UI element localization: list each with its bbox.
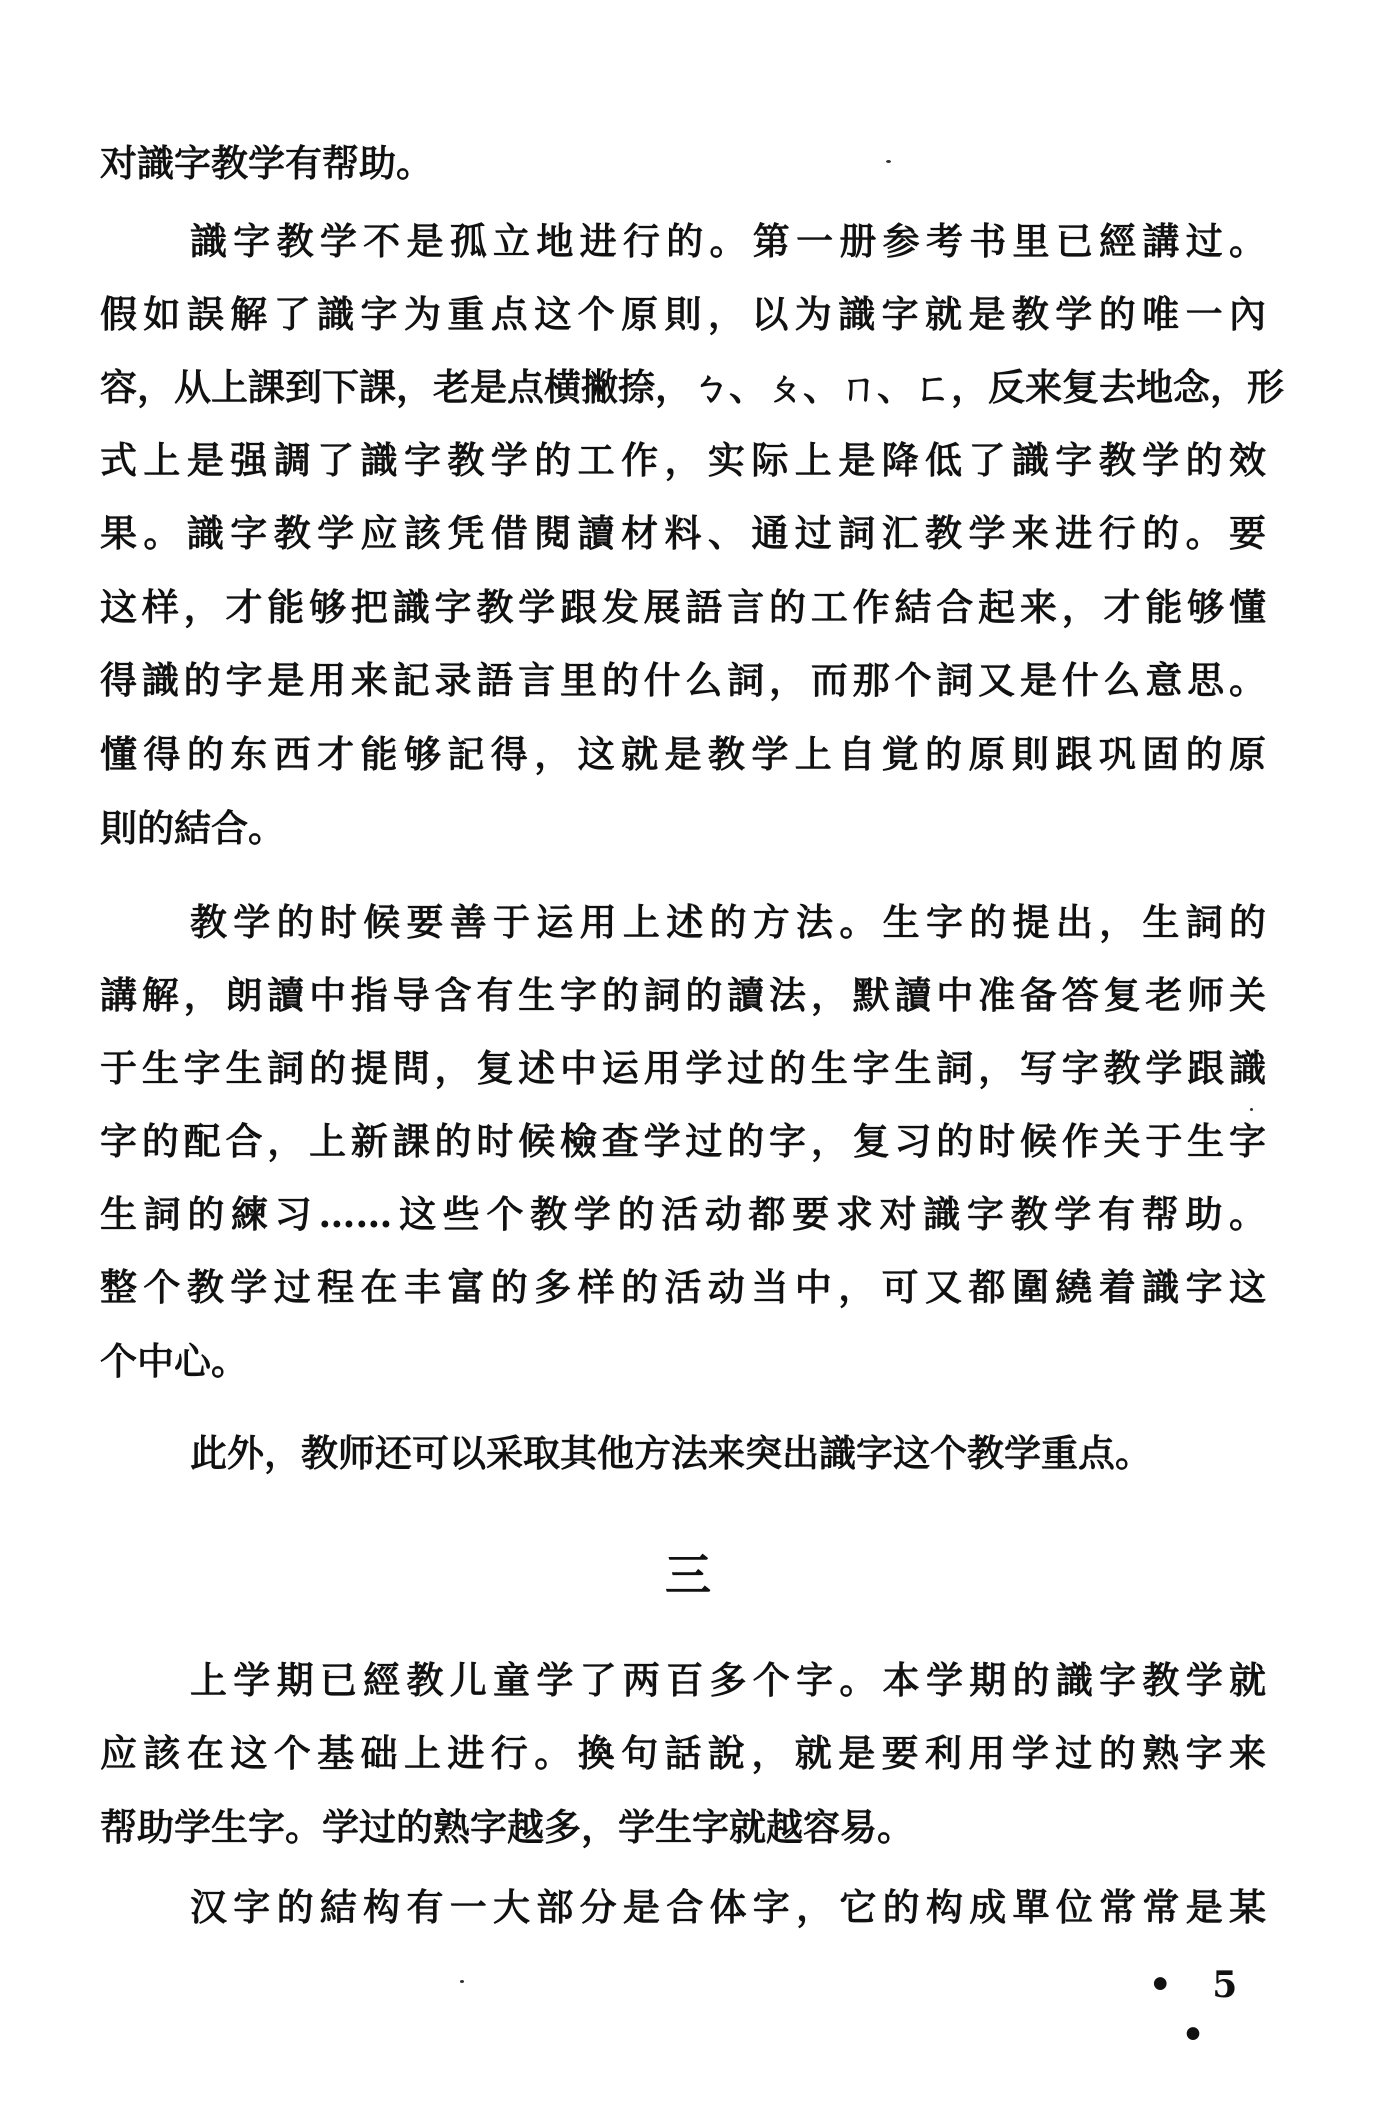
text-line-14: 字的配合，上新課的时候檢查学过的字，复习的时候作关于生字 — [100, 1119, 1266, 1163]
text-line-15: 生詞的練习……这些个教学的活动都要求对識字教学有帮助。 — [100, 1192, 1266, 1236]
text-line-17: 个中心。 — [100, 1339, 248, 1383]
text-line-6: 果。識字教学应該凭借閱讀材料、通过詞汇教学来进行的。要 — [100, 511, 1266, 555]
text-line-2: 識字教学不是孤立地进行的。第一册参考书里已經講过。 — [190, 219, 1266, 263]
text-line-10: 則的結合。 — [100, 806, 285, 850]
text-line-20: 应該在这个基础上进行。換句話說，就是要利用学过的熟字来 — [100, 1731, 1266, 1775]
text-line-11: 教学的时候要善于运用上述的方法。生字的提出，生詞的 — [190, 900, 1266, 944]
text-line-21: 帮助学生字。学过的熟字越多，学生字就越容易。 — [100, 1805, 914, 1849]
text-line-8: 得識的字是用来記录語言里的什么詞，而那个詞又是什么意思。 — [100, 658, 1266, 702]
text-line-9: 懂得的东西才能够記得，这就是教学上自覚的原則跟巩固的原 — [100, 732, 1266, 776]
text-line-1: 对識字教学有帮助。 — [100, 141, 433, 185]
text-line-18: 此外，教师还可以采取其他方法来突出識字这个教学重点。 — [190, 1431, 1152, 1475]
text-line-5: 式上是强調了識字教学的工作，实际上是降低了識字教学的效 — [100, 438, 1266, 482]
section-heading: 三 — [665, 1548, 711, 1602]
text-line-22: 汉字的結构有一大部分是合体字，它的构成單位常常是某 — [190, 1885, 1266, 1929]
scan-speck — [886, 160, 891, 163]
page-number: • 5 • — [1148, 1964, 1252, 2056]
text-line-19: 上学期已經教儿童学了两百多个字。本学期的識字教学就 — [190, 1658, 1266, 1702]
text-line-16: 整个教学过程在丰富的多样的活动当中，可又都圍繞着識字这 — [100, 1265, 1266, 1309]
text-line-3: 假如誤解了識字为重点这个原則，以为識字就是教学的唯一內 — [100, 292, 1266, 336]
scan-speck — [1250, 1108, 1253, 1111]
text-line-4: 容，从上課到下課，老是点横撇捺，ㄅ、ㄆ、ㄇ、ㄈ，反来复去地念，形 — [100, 365, 1284, 409]
text-line-7: 这样，才能够把識字教学跟发展語言的工作結合起来，才能够懂 — [100, 585, 1266, 629]
text-line-12: 講解，朗讀中指导含有生字的詞的讀法，默讀中准备答复老师关 — [100, 973, 1266, 1017]
scan-speck — [460, 1980, 464, 1983]
text-line-13: 于生字生詞的提問，复述中运用学过的生字生詞，写字教学跟識 — [100, 1046, 1266, 1090]
